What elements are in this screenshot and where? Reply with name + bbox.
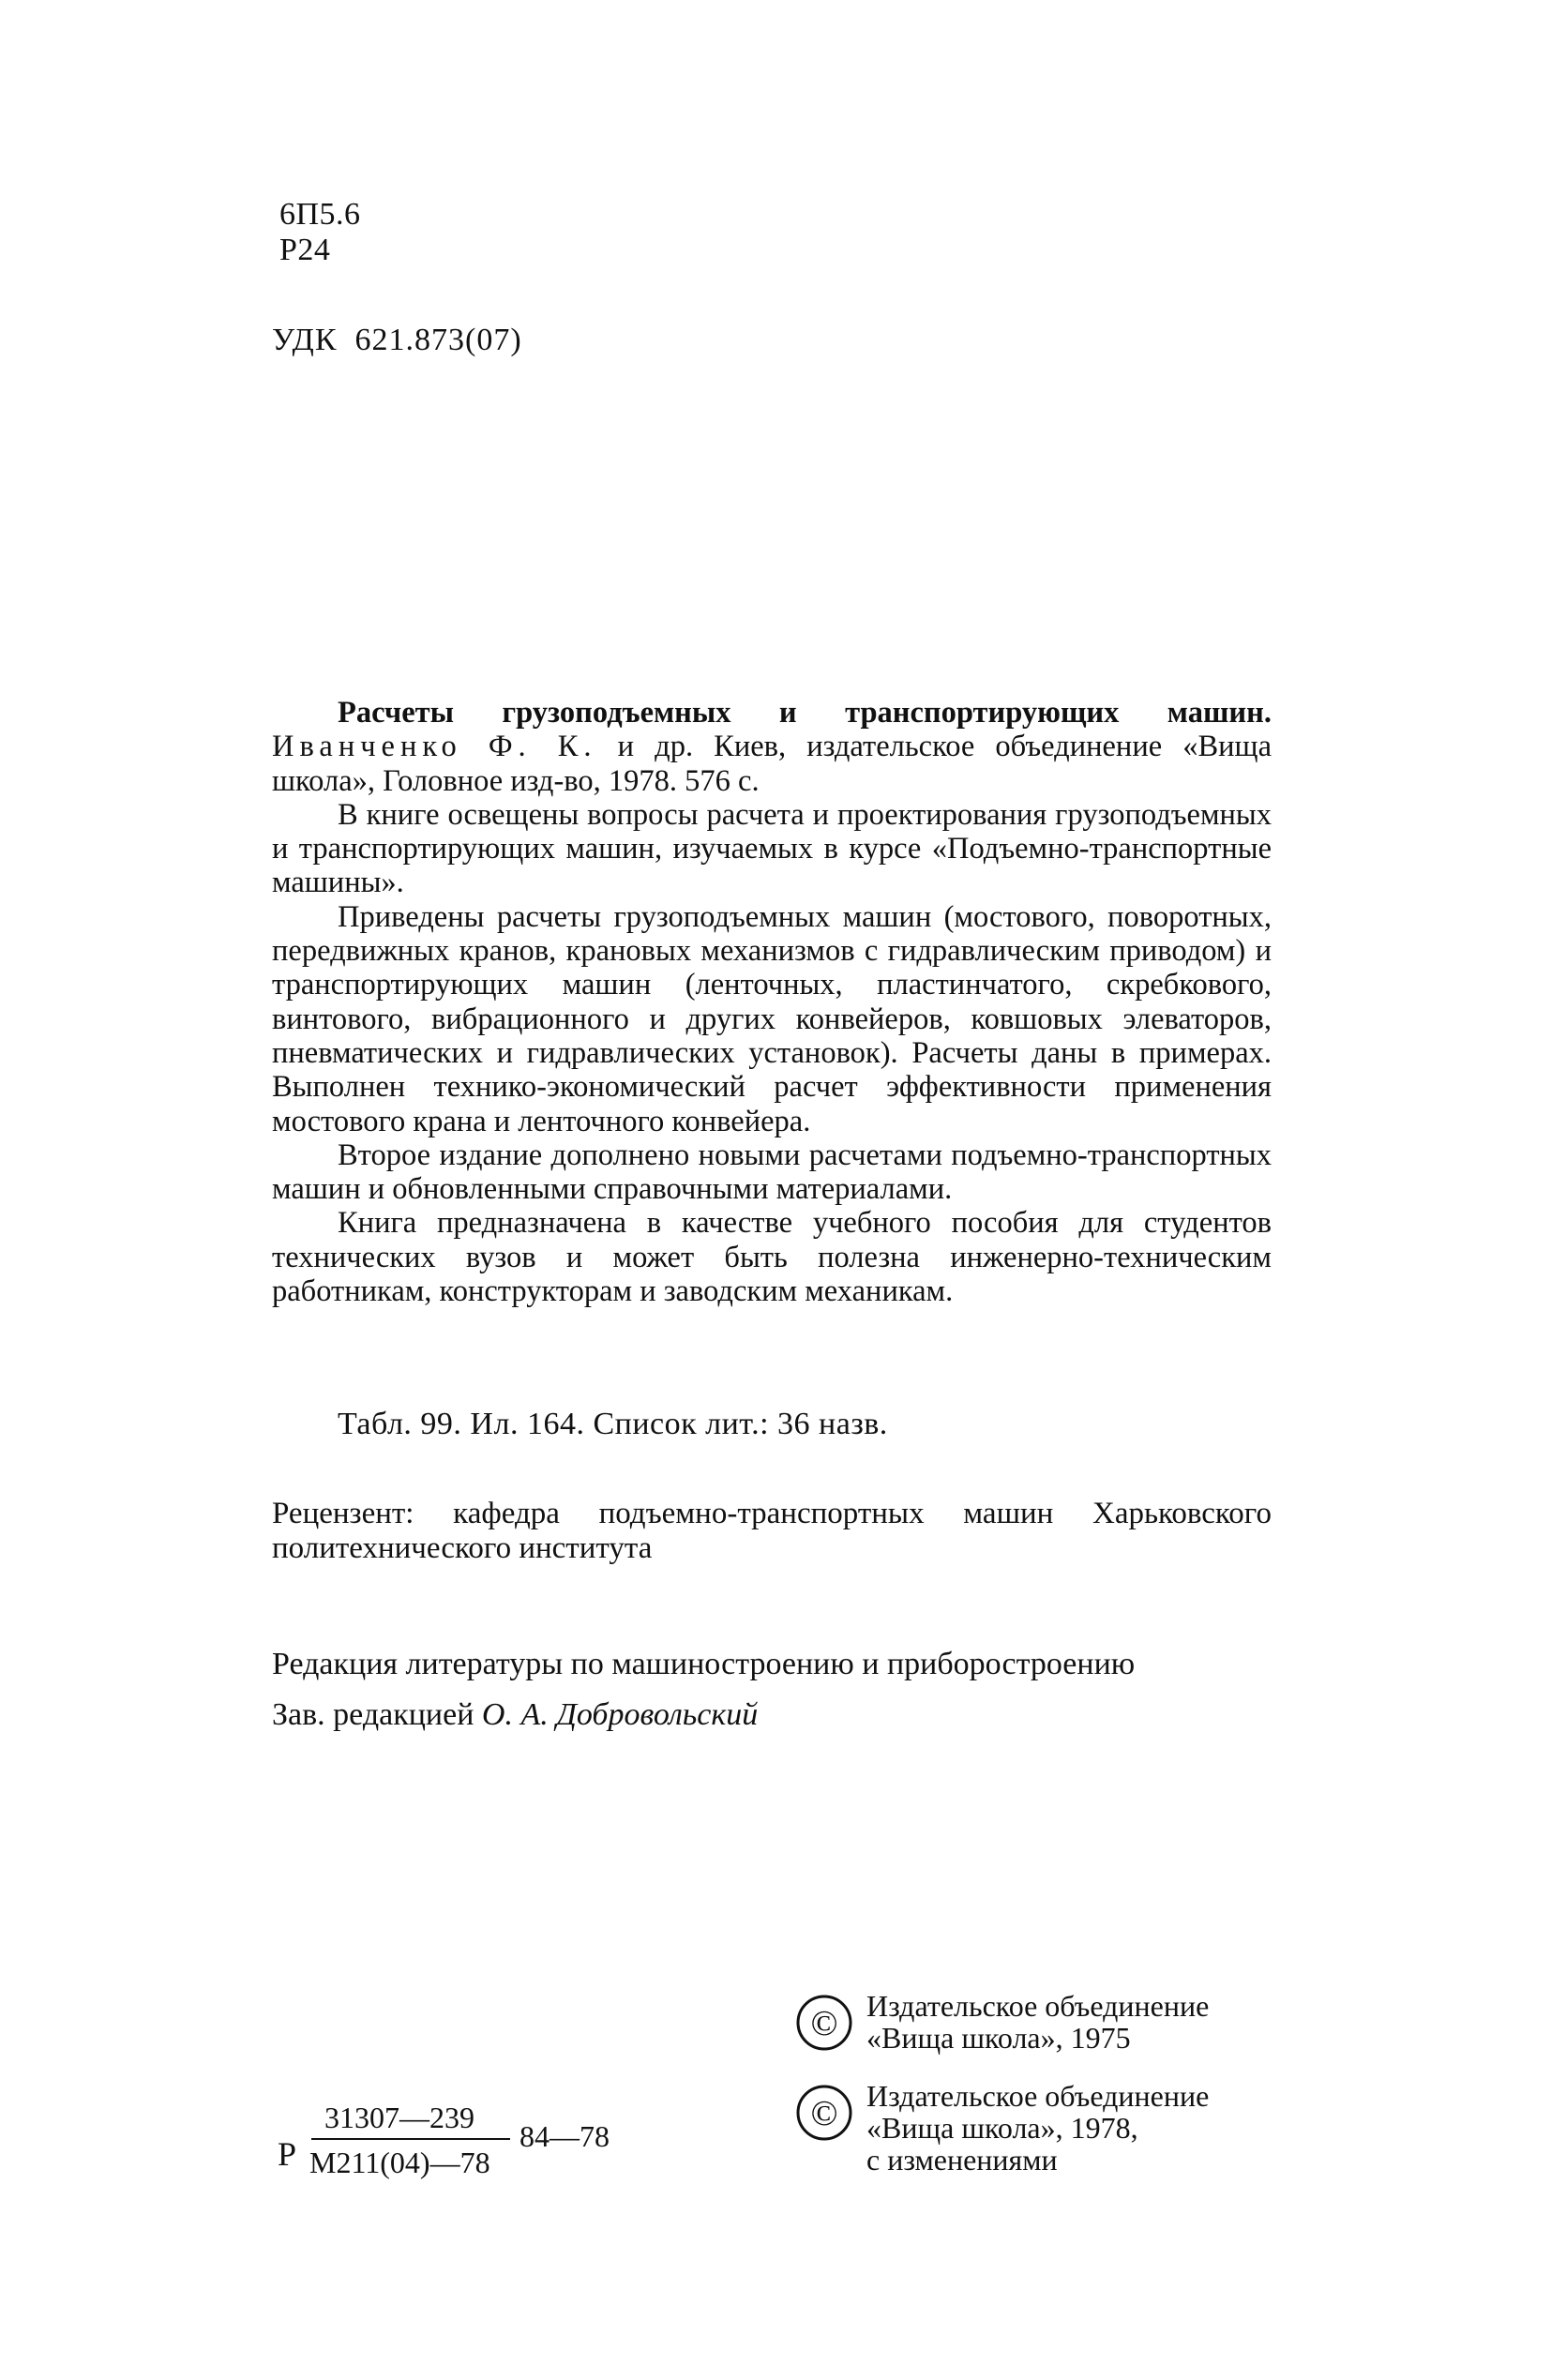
copyright-publisher: Издательское объединение xyxy=(866,2079,1210,2113)
editor-name: О. А. Добровольский xyxy=(481,1697,759,1732)
reviewer-text: кафедра подъемно-транспортных машин Харьковского политехнического института xyxy=(272,1497,1272,1565)
editorial-office: Редакция литературы по машиностроению и приборостроению xyxy=(272,1647,1136,1681)
copyright-icon xyxy=(795,2084,853,2142)
annotation-paragraph-1: В книге освещены вопросы расчета и проектирования грузоподъемных и транспортирующих машин, изучаемых в курсе «Подъемно-транспортные машины». xyxy=(272,797,1272,900)
annotation-paragraph-2: Приведены расчеты грузоподъемных машин (мостового, поворотных, передвижных кранов, крановых механизмов с гидравлическим приводом) и транспортирующих машин (ленточных, пластинчатого, скребкового, винтового, вибрационного и других конвейеров, ковшовых элеваторов, пневматических и гидравлических установок). Расчеты даны в примерах. Выполнен технико-экономический расчет эффективности применения мостового крана и ленточного конвейера. xyxy=(272,899,1272,1138)
copyright-year: «Вища школа», 1975 xyxy=(866,2021,1131,2055)
book-title: Расчеты грузоподъемных и транспортирующих машин. xyxy=(338,696,1272,730)
annotation-paragraph-4: Книга предназначена в качестве учебного пособия для студентов технических вузов и может быть полезна инженерно-техническим работникам, конструкторам и заводским механикам. xyxy=(272,1206,1272,1309)
classification-code: 6П5.6 xyxy=(279,197,361,232)
author-mark: Р24 xyxy=(279,233,331,267)
copyright-symbol: © xyxy=(810,2094,838,2133)
copyright-symbol: © xyxy=(810,2004,838,2043)
reviewer-label: Рецензент: xyxy=(272,1497,414,1530)
editor-label: Зав. редакцией xyxy=(272,1697,474,1732)
reviewer-block xyxy=(272,1497,1272,1566)
annotation-paragraph-3: Второе издание дополнено новыми расчетами подъемно-транспортных машин и обновленными справочными материалами. xyxy=(272,1137,1272,1207)
copyright-icon xyxy=(795,1994,853,2052)
publication-index xyxy=(278,2101,653,2204)
copyright-note: с изменениями xyxy=(866,2143,1058,2177)
editor-line xyxy=(272,1697,758,1733)
copyright-publisher: Издательское объединение xyxy=(866,1989,1210,2023)
index-suffix: 84—78 xyxy=(520,2119,610,2153)
copyright-1975 xyxy=(795,1990,1283,2065)
fraction-bar xyxy=(311,2138,510,2140)
bibliographic-entry xyxy=(272,696,1272,798)
book-imprint: и др. Киев, издательское объединение «Вища школа», Головное изд-во, 1978. 576 с. xyxy=(272,730,1272,798)
annotation-block xyxy=(272,696,1272,1308)
udk-number: 621.873(07) xyxy=(354,323,522,357)
udk-line xyxy=(272,323,522,358)
copyright-year: «Вища школа», 1978, xyxy=(866,2111,1138,2145)
copyright-text xyxy=(866,2080,1209,2176)
udk-label: УДК xyxy=(272,323,338,357)
index-numerator: 31307—239 xyxy=(324,2101,474,2134)
book-author: Иванченко Ф. К. xyxy=(272,730,597,764)
tables-figures-count: Табл. 99. Ил. 164. Список лит.: 36 назв. xyxy=(338,1407,888,1441)
index-letter: Р xyxy=(278,2135,297,2173)
index-denominator: М211(04)—78 xyxy=(309,2146,490,2179)
copyright-1978 xyxy=(795,2080,1283,2183)
copyright-text xyxy=(866,1990,1209,2054)
